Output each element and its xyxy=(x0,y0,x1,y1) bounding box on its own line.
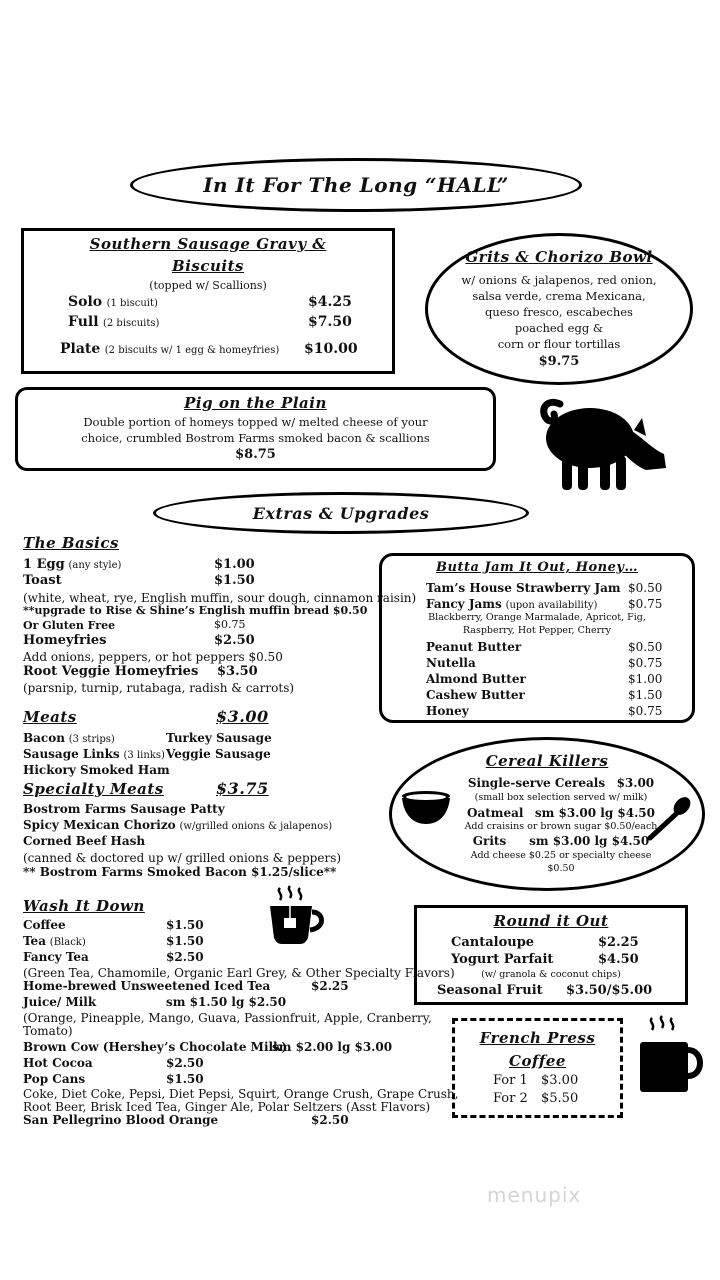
pig-on-plain-box xyxy=(15,387,496,471)
press-title-1: French Press xyxy=(479,1029,596,1047)
cereal-title: Cereal Killers xyxy=(485,752,609,770)
press-for1: For 1 xyxy=(493,1073,528,1088)
butta-jam-box xyxy=(379,553,695,723)
grits-description: w/ onions & jalapenos, red onion, salsa verde, crema Mexicana, queso fresco, escabeches poached egg & corn or flour tortillas $9.75 xyxy=(428,272,690,370)
basics-homeyfries: Homeyfries $2.50 xyxy=(23,633,255,648)
round-cantaloupe-price: $2.25 xyxy=(598,935,639,950)
sausage-note: (topped w/ Scallions) xyxy=(149,279,267,292)
meats-bacon: Bacon (3 strips) Turkey Sausage xyxy=(23,731,272,745)
wash-tea: Tea (Black) $1.50 xyxy=(23,934,204,948)
basics-toast-note: (white, wheat, rye, English muffin, sour dough, cinnamon raisin) xyxy=(23,591,417,605)
grits-title: Grits & Chorizo Bowl xyxy=(465,248,653,266)
butta-jam-list-1: Blackberry, Orange Marmalade, Apricot, Fig, xyxy=(428,612,646,623)
wash-pop: Pop Cans $1.50 xyxy=(23,1072,204,1086)
round-parfait: Yogurt Parfait xyxy=(451,952,554,967)
meats-price: $3.00 xyxy=(216,707,269,726)
wash-pop-note-2: Root Beer, Brisk Iced Tea, Ginger Ale, Polar Seltzers (Asst Flavors) xyxy=(23,1100,431,1114)
sausage-title-1: Southern Sausage Gravy & xyxy=(89,235,327,253)
wash-juice-note-1: (Orange, Pineapple, Mango, Guava, Passionfruit, Apple, Cranberry, xyxy=(23,1011,432,1025)
butta-jam-list-2: Raspberry, Hot Pepper, Cherry xyxy=(462,625,612,636)
wash-browncow: Brown Cow (Hershey’s Chocolate Milk) sm $2.00 lg $3.00 xyxy=(23,1040,393,1054)
cereal-single: Single-serve Cereals $3.00 xyxy=(467,776,655,790)
grits-price: $9.75 xyxy=(538,354,580,369)
round-it-out-box xyxy=(414,905,688,1005)
wash-icedtea: Home-brewed Unsweetened Iced Tea $2.25 xyxy=(23,979,349,993)
pig-desc-1: Double portion of homeys topped w/ melted cheese of your xyxy=(83,415,428,429)
cereal-grits-note: Add cheese $0.25 or specialty cheese xyxy=(470,850,652,861)
specialty-bacon: ** Bostrom Farms Smoked Bacon $1.25/slice** xyxy=(23,865,337,879)
wash-pop-note-1: Coke, Diet Coke, Pepsi, Diet Pepsi, Squirt, Orange Crush, Grape Crush, xyxy=(23,1087,459,1101)
specialty-price: $3.75 xyxy=(216,779,269,798)
butta-item: Tam’s House Strawberry Jam $0.50 xyxy=(426,581,663,595)
basics-egg: 1 Egg (any style) $1.00 xyxy=(23,557,255,572)
wash-juice: Juice/ Milk sm $1.50 lg $2.50 xyxy=(23,995,287,1009)
basics-gluten: Or Gluten Free $0.75 xyxy=(23,618,246,632)
butta-title: Butta Jam It Out, Honey… xyxy=(436,560,638,575)
specialty-chorizo: Spicy Mexican Chorizo (w/grilled onions & jalapenos) xyxy=(23,818,333,832)
sausage-price: $7.50 xyxy=(308,314,352,330)
pig-title: Pig on the Plain xyxy=(184,394,327,412)
coffee-mug-icon xyxy=(638,1014,706,1096)
cereal-grits: Grits sm $3.00 lg $4.50 xyxy=(472,834,650,848)
menu-title: In It For The Long “HALL” xyxy=(203,173,509,197)
sausage-title-2: Biscuits xyxy=(172,257,244,275)
basics-title: The Basics xyxy=(23,534,119,552)
cereal-bowl-icon xyxy=(400,790,452,826)
cereal-grits-note-2: $0.50 xyxy=(547,863,575,874)
sausage-price: $4.25 xyxy=(308,294,352,310)
spoon-icon xyxy=(646,796,692,842)
basics-rootveggie-note: (parsnip, turnip, rutabaga, radish & carrots) xyxy=(23,681,295,695)
extras-oval xyxy=(153,492,529,534)
wash-cocoa: Hot Cocoa $2.50 xyxy=(23,1056,204,1070)
press-for2: For 2 xyxy=(493,1091,528,1106)
sausage-item: Full (2 biscuits) xyxy=(68,314,160,330)
wash-title: Wash It Down xyxy=(23,897,145,915)
butta-spread: Nutella $0.75 xyxy=(426,656,663,670)
butta-spread: Peanut Butter $0.50 xyxy=(426,640,663,654)
pig-icon xyxy=(538,396,670,494)
cereal-single-note: (small box selection served w/ milk) xyxy=(474,792,648,803)
butta-spread: Cashew Butter $1.50 xyxy=(426,688,663,702)
basics-toast: Toast $1.50 xyxy=(23,573,255,588)
basics-rootveggie: Root Veggie Homeyfries $3.50 xyxy=(23,664,258,679)
sausage-gravy-box xyxy=(21,228,395,374)
french-press-box xyxy=(452,1018,623,1118)
wash-pellegrino: San Pellegrino Blood Orange $2.50 xyxy=(23,1113,349,1127)
wash-fancytea-note: (Green Tea, Chamomile, Organic Earl Grey, & Other Specialty Flavors) xyxy=(23,966,455,980)
butta-spread: Almond Butter $1.00 xyxy=(426,672,663,686)
pig-desc-2: choice, crumbled Bostrom Farms smoked bacon & scallions xyxy=(81,431,430,445)
meats-ham: Hickory Smoked Ham xyxy=(23,763,170,777)
tea-cup-icon xyxy=(268,884,326,946)
basics-upgrade: **upgrade to Rise & Shine’s English muffin bread $0.50 xyxy=(23,604,368,617)
menupix-watermark: menupix xyxy=(487,1183,582,1207)
specialty-title: Specialty Meats xyxy=(23,780,164,798)
specialty-hash-note: (canned & doctored up w/ grilled onions & peppers) xyxy=(23,851,342,865)
press-for2-price: $5.50 xyxy=(541,1091,579,1106)
pig-price: $8.75 xyxy=(235,447,276,462)
specialty-patty: Bostrom Farms Sausage Patty xyxy=(23,802,225,816)
wash-fancytea: Fancy Tea $2.50 xyxy=(23,950,204,964)
sausage-item: Plate (2 biscuits w/ 1 egg & homeyfries) xyxy=(60,341,280,357)
sausage-price: $10.00 xyxy=(304,341,358,357)
specialty-hash: Corned Beef Hash xyxy=(23,834,146,848)
wash-juice-note-2: Tomato) xyxy=(23,1024,73,1038)
basics-homeyfries-note: Add onions, peppers, or hot peppers $0.50 xyxy=(23,650,283,664)
cereal-killers-oval xyxy=(389,737,705,891)
extras-title: Extras & Upgrades xyxy=(252,503,430,523)
cereal-oatmeal-note: Add craisins or brown sugar $0.50/each xyxy=(464,821,658,832)
round-cantaloupe: Cantaloupe xyxy=(451,935,535,950)
round-title: Round it Out xyxy=(493,912,609,930)
butta-item: Fancy Jams (upon availability) $0.75 xyxy=(426,597,663,611)
cereal-oatmeal: Oatmeal sm $3.00 lg $4.50 xyxy=(467,806,655,820)
menu-title-oval xyxy=(130,158,582,212)
round-parfait-note: (w/ granola & coconut chips) xyxy=(481,969,621,980)
sausage-item: Solo (1 biscuit) xyxy=(68,294,158,310)
meats-title: Meats xyxy=(23,708,77,726)
meats-links: Sausage Links (3 links) Veggie Sausage xyxy=(23,747,271,761)
round-fruit-price: $3.50/$5.00 xyxy=(566,983,653,998)
press-title-2: Coffee xyxy=(509,1052,566,1070)
round-parfait-price: $4.50 xyxy=(598,952,639,967)
butta-spread: Honey $0.75 xyxy=(426,704,663,718)
wash-coffee: Coffee $1.50 xyxy=(23,918,204,932)
grits-chorizo-oval xyxy=(425,233,693,385)
round-fruit: Seasonal Fruit xyxy=(437,983,543,998)
press-for1-price: $3.00 xyxy=(541,1073,579,1088)
